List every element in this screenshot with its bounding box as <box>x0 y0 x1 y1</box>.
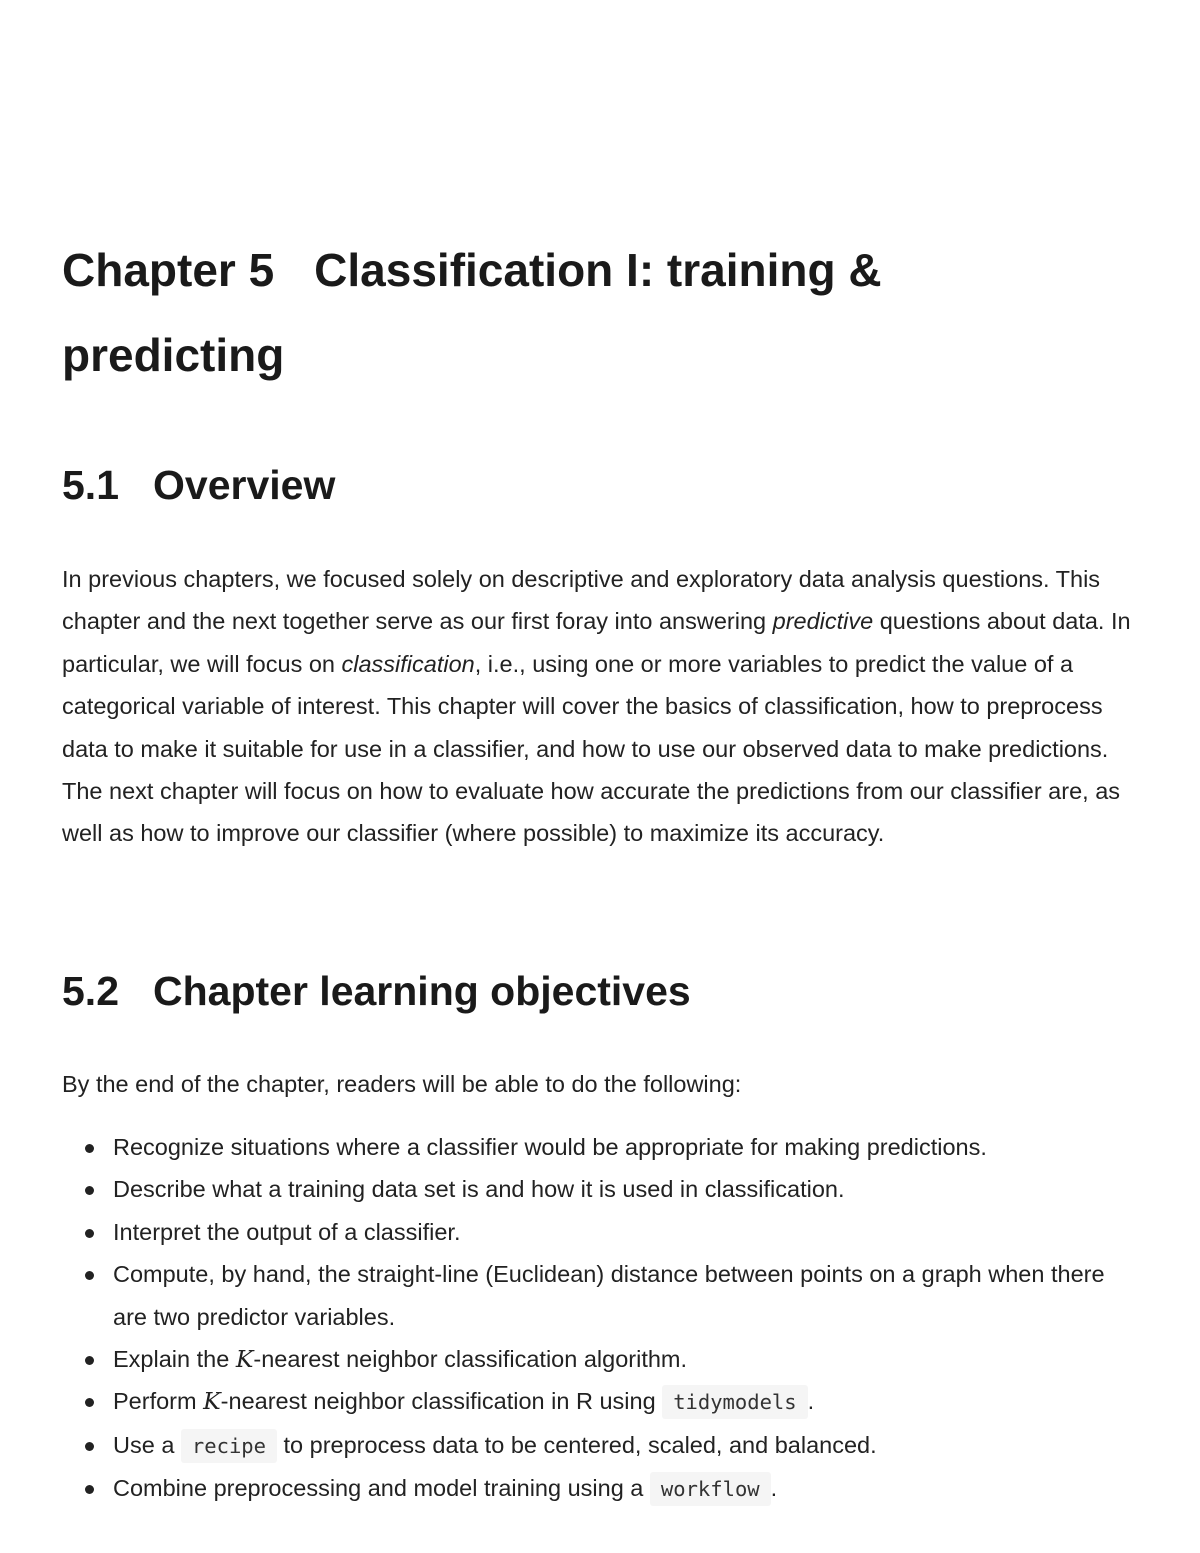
list-item: Explain the K-nearest neighbor classification algorithm. <box>113 1338 1142 1380</box>
emphasis-classification: classification <box>341 650 475 677</box>
chapter-title-text: Classification I: training & predicting <box>62 244 882 381</box>
list-item: Perform K-nearest neighbor classification in R using tidymodels . <box>113 1380 1142 1423</box>
list-item: Interpret the output of a classifier. <box>113 1211 1142 1253</box>
list-item: Recognize situations where a classifier would be appropriate for making predictions. <box>113 1126 1142 1168</box>
chapter-number: Chapter 5 <box>62 244 275 296</box>
section-number: 5.1 <box>62 462 119 508</box>
section-title: Chapter learning objectives <box>153 968 691 1014</box>
list-item: Compute, by hand, the straight-line (Euclidean) distance between points on a graph when there are two predictor variables. <box>113 1253 1142 1338</box>
code-workflow: workflow <box>650 1472 771 1506</box>
section-title: Overview <box>153 462 336 508</box>
section-heading-objectives <box>62 966 691 1016</box>
section-heading-overview <box>62 460 335 510</box>
objectives-intro: By the end of the chapter, readers will be able to do the following: <box>62 1071 742 1097</box>
list-item: Combine preprocessing and model training using a workflow . <box>113 1467 1142 1510</box>
code-recipe: recipe <box>181 1429 277 1463</box>
chapter-title <box>62 228 1082 398</box>
emphasis-predictive: predictive <box>772 608 874 635</box>
math-k: K <box>235 1345 254 1374</box>
list-item: Describe what a training data set is and how it is used in classification. <box>113 1168 1142 1210</box>
math-k: K <box>203 1387 221 1416</box>
objectives-list <box>62 1126 1142 1511</box>
code-tidymodels: tidymodels <box>662 1385 807 1419</box>
section-number: 5.2 <box>62 968 119 1014</box>
list-item: Use a recipe to preprocess data to be centered, scaled, and balanced. <box>113 1424 1142 1467</box>
overview-paragraph: In previous chapters, we focused solely on descriptive and exploratory data analysis questions. This chapter and the next together serve as our first foray into answering predictive questions about data. In particular, we will focus on classification, i.e., using one or more variables to predict the value of a categorical variable of interest. This chapter will cover the basics of classification, how to preprocess data to make it suitable for use in a classifier, and how to use our observed data to make predictions. The next chapter will focus on how to evaluate how accurate the predictions from our classifier are, as well as how to improve our classifier (where possible) to maximize its accuracy. <box>62 566 1131 847</box>
